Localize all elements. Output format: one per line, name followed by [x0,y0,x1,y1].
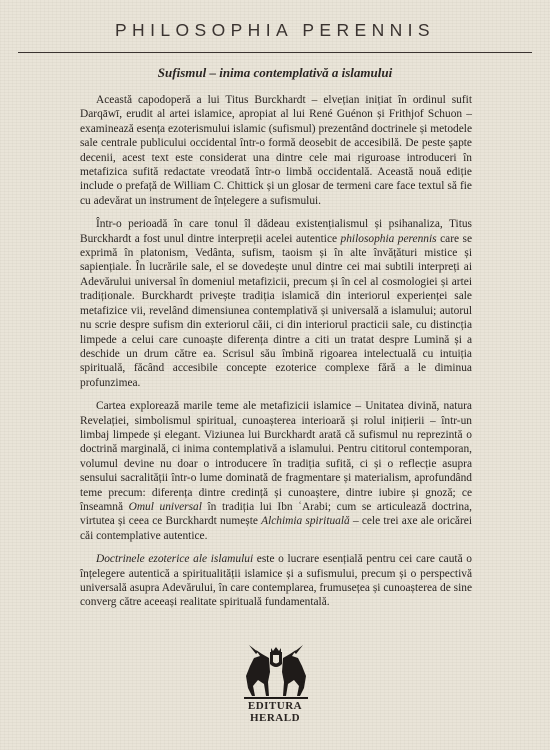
paragraph-4 [80,552,472,610]
paragraph-text: care se exprimă în platonism, Vedânta, sufism, taoism și în alte învățături mistice și sapiențiale. În lucrările sale, el se dovedește unul dintre cei mai subtili interpreți ai Adevărului universal în domeniul metafizicii, precum și în cel al cosmologiei și artei tradiționale. Burckhardt privește tradiția islamică din interiorul experienței sale metafizice vii, revelând dimensiunea contemplativă și universală a islamului; autorul nu scrie despre sufism din exteriorul căii, ci din interiorul practicii sale, cu distincția limpede a celui care cunoaște diferența dintre a citi un tratat despre Lumină și a deschide un drum către ea. Scrisul său îmbină rigoarea intelectuală cu intuiția spirituală, făcând accesibile concepte ezoterice complexe fără a le diminua profunzimea. [80,232,472,389]
paragraph-text: Această capodoperă a lui Titus Burckhardt – elvețian inițiat în ordinul sufit Darqāwī, erudit al artei islamice, apropiat al lui René Guénon și Frithjof Schuon – examinează esența ezoterismului islamic (sufismul) prezentând doctrinele și metodele sale centrale publicului occidental într-o formă deosebit de accesibilă. De peste șapte decenii, acest text este considerat una dintre cele mai riguroase introduceri în metafizica sufită redactate vreodată într-o limbă occidentală. Această nouă ediție include o prefață de William C. Chittick și un glosar de termeni care face textul să fie cu adevărat un instrument de înțelegere a sufismului. [80,94,472,207]
publisher-line-2: HERALD [249,712,301,724]
publisher-line-1: EDITURA [247,700,303,712]
italic-term: philosophia perennis [340,232,437,245]
paragraph-text: Într-o perioadă în care tonul îl dădeau existențialismul și psihanaliza, Titus Burckhardt a fost unul dintre interpreții acelei autentice [80,218,472,245]
paragraph-text: este o lucrare esențială pentru cei care caută o înțelegere autentică a spiritualității islamice și a sufismului, precum și o perspectivă universală asupra Adevărului, în care contemplarea, frumusețea și cunoașterea de sine converg către aceeași realitate spirituală fundamentală. [80,553,472,609]
italic-term: Alchimia spirituală [261,515,350,528]
paragraph-text: – cele trei axe ale oricărei căi contemplative autentice. [80,515,473,542]
italic-title: Doctrinele ezoterice ale islamului [96,553,254,566]
paragraph-2 [80,217,472,390]
header-rule [18,52,532,53]
twin-unicorns-emblem-icon [236,644,316,704]
italic-term: Omul universal [128,500,202,513]
book-subtitle: Sufismul – inima contemplativă a islamului [157,65,393,80]
blurb-text [80,93,472,610]
paragraph-1 [80,93,472,208]
paragraph-text: Cartea explorează marile teme ale metafizicii islamice – Unitatea divină, natura Revelației, simbolismul spiritual, cunoașterea interioară și rolul inițierii – într-un limbaj limpede și elegant. Viziunea lui Burckhardt arată că sufismul nu reprezintă o doctrină marginală, ci inima contemplativă a islamului. Pentru cititorul contemporan, volumul devine nu doar o introducere în tradiția sufită, ci și o reflecție asupra sensului sacralității într-o lume dominată de fragmentare și materialism, aprofundând teme precum: diferența dintre credință și cunoaștere, dintre iubire și gnoză; ce înseamnă [80,400,472,513]
publisher-name [0,700,550,724]
paragraph-3 [80,399,472,543]
series-title: PHILOSOPHIA PERENNIS [114,20,435,40]
paragraph-text: în tradiția lui Ibn ʿArabi; cum se articulează doctrina, virtutea și ceea ce Burckhardt numește [80,500,472,528]
